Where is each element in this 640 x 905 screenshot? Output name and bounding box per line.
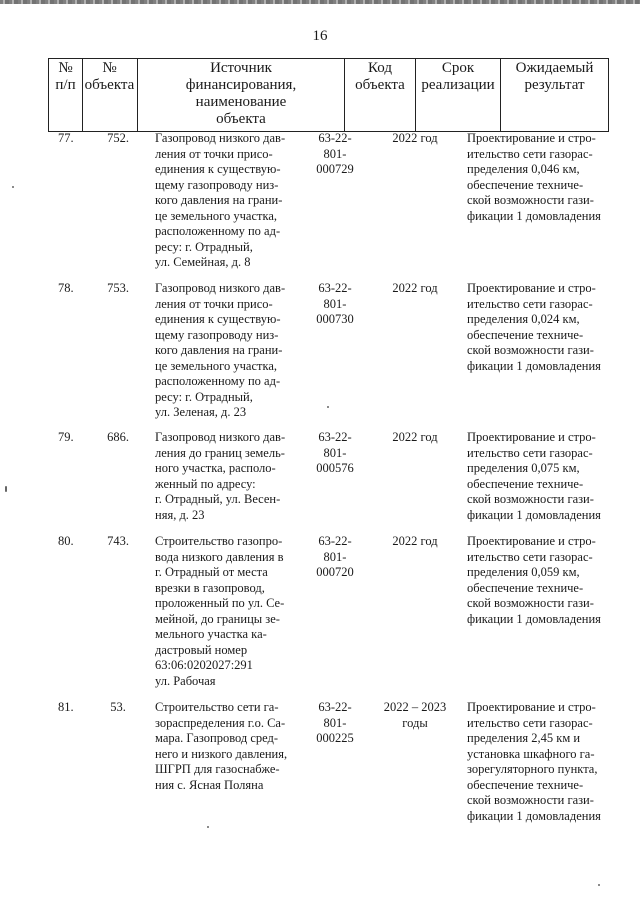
- source-description: Газопровод низкого дав- ления до границ земель- ного участка, располо- женный по адресу: г. Отрадный, ул. Весен- няя, д. 23: [155, 430, 286, 522]
- object-code: 63-22- 801- 000225: [316, 700, 354, 745]
- expected-result: Проектирование и стро- ительство сети газорас- пределения 0,046 км, обеспечение техниче- ской возможности гази- фикации 1 домовладения: [467, 131, 601, 223]
- scan-speck: [327, 406, 329, 408]
- implementation-term: 2022 – 2023 годы: [383, 700, 447, 730]
- object-code: 63-22- 801- 000720: [316, 534, 354, 579]
- row-number: 81.: [58, 700, 74, 714]
- object-number: 753.: [107, 281, 129, 295]
- implementation-term: 2022 год: [392, 534, 438, 548]
- implementation-term: 2022 год: [392, 430, 438, 444]
- table-header: [48, 58, 609, 132]
- row-number: 80.: [58, 534, 74, 548]
- object-code: 63-22- 801- 000730: [316, 281, 354, 326]
- object-number: 53.: [110, 700, 126, 714]
- source-description: Строительство газопро- вода низкого давления в г. Отрадный от места врезки в газопровод, проложенный по ул. Се- мейной, до границы зе- мельного участка ка- дастровый номер 63:06:0202027:291 ул. Рабочая: [155, 534, 285, 688]
- header-source: Источник финансирования, наименование объекта: [138, 59, 345, 131]
- header-num: № п/п: [48, 59, 83, 131]
- object-code: 63-22- 801- 000729: [316, 131, 354, 176]
- scan-speck: [5, 486, 7, 492]
- source-description: Газопровод низкого дав- ления от точки присо- единения к существую- щему газопроводу низ- кого давления на грани- це земельного участка, расположенному по ад- ресу: г. Отрадный, ул. Зеленая, д. 23: [155, 281, 286, 419]
- scan-speck: [598, 884, 600, 886]
- source-description: Газопровод низкого дав- ления от точки присо- единения к существую- щему газопроводу низ- кого давления на грани- це земельного участка, расположенному по ад- ресу: г. Отрадный, ул. Семейная, д. 8: [155, 131, 286, 269]
- object-code: 63-22- 801- 000576: [316, 430, 354, 475]
- object-number: 752.: [107, 131, 129, 145]
- expected-result: Проектирование и стро- ительство сети газорас- пределения 0,075 км, обеспечение техниче- ской возможности гази- фикации 1 домовладения: [467, 430, 601, 522]
- implementation-term: 2022 год: [392, 281, 438, 295]
- expected-result: Проектирование и стро- ительство сети газорас- пределения 0,024 км, обеспечение техниче- ской возможности гази- фикации 1 домовладения: [467, 281, 601, 373]
- header-object-no: № объекта: [82, 59, 138, 131]
- scan-speck: [12, 186, 14, 188]
- expected-result: Проектирование и стро- ительство сети газорас- пределения 2,45 км и установка шкафного га- зорегуляторного пункта, обеспечение техниче- ской возможности гази- фикации 1 домовладения: [467, 700, 601, 823]
- expected-result: Проектирование и стро- ительство сети газорас- пределения 0,059 км, обеспечение техниче- ской возможности гази- фикации 1 домовладения: [467, 534, 601, 626]
- scan-edge-artifact: [0, 0, 640, 4]
- header-term: Срок реализации: [416, 59, 501, 131]
- row-number: 79.: [58, 430, 74, 444]
- header-result: Ожидаемый результат: [501, 59, 609, 131]
- scan-speck: [207, 826, 209, 828]
- source-description: Строительство сети га- зораспределения г.о. Са- мара. Газопровод сред- него и низкого давления, ШГРП для газоснабже- ния с. Ясная Поляна: [155, 700, 288, 792]
- header-code: Код объекта: [345, 59, 416, 131]
- row-number: 78.: [58, 281, 74, 295]
- row-number: 77.: [58, 131, 74, 145]
- object-number: 686.: [107, 430, 129, 444]
- implementation-term: 2022 год: [392, 131, 438, 145]
- object-number: 743.: [107, 534, 129, 548]
- page-number: 16: [312, 28, 328, 44]
